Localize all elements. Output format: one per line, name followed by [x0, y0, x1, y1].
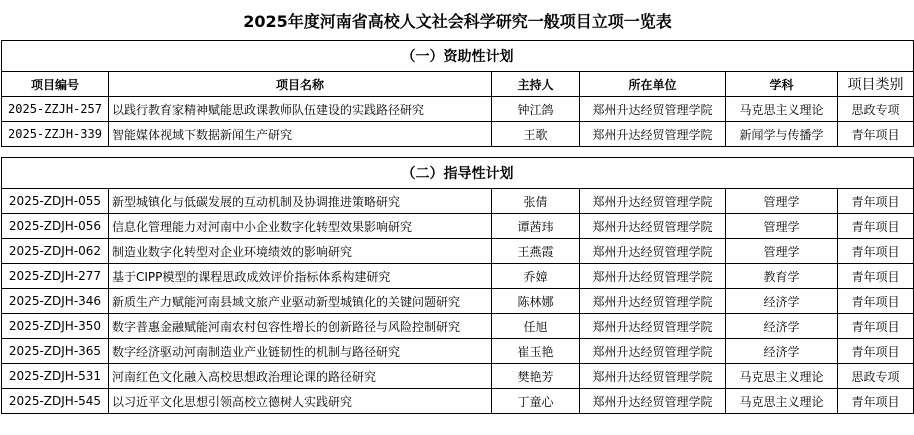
table-row	[2, 189, 914, 214]
table-row	[2, 214, 914, 239]
cell-unit: 郑州升达经贸管理学院	[580, 389, 726, 414]
table-row	[2, 364, 914, 389]
cell-code: 2025-ZDJH-365	[2, 339, 109, 364]
cell-discipline: 管理学	[726, 214, 838, 239]
cell-leader: 钟江鸽	[492, 97, 580, 122]
cell-unit: 郑州升达经贸管理学院	[580, 364, 726, 389]
table-row	[2, 239, 914, 264]
cell-leader: 王燕霞	[492, 239, 580, 264]
cell-category: 青年项目	[838, 339, 914, 364]
cell-code: 2025-ZDJH-055	[2, 189, 109, 214]
cell-name: 新质生产力赋能河南县域文旅产业驱动新型城镇化的关键问题研究	[109, 289, 492, 314]
cell-leader: 乔嫜	[492, 264, 580, 289]
project-table	[1, 0, 914, 414]
table-row	[2, 339, 914, 364]
cell-name: 智能媒体视域下数据新闻生产研究	[109, 122, 492, 147]
table-row	[2, 264, 914, 289]
cell-unit: 郑州升达经贸管理学院	[580, 239, 726, 264]
section-title-funded: （一）资助性计划	[2, 41, 914, 72]
cell-unit: 郑州升达经贸管理学院	[580, 264, 726, 289]
cell-leader: 崔玉艳	[492, 339, 580, 364]
cell-category: 青年项目	[838, 264, 914, 289]
cell-name: 制造业数字化转型对企业环境绩效的影响研究	[109, 239, 492, 264]
header-category: 项目类别	[838, 72, 914, 97]
cell-unit: 郑州升达经贸管理学院	[580, 189, 726, 214]
cell-leader: 陈林娜	[492, 289, 580, 314]
cell-discipline: 马克思主义理论	[726, 364, 838, 389]
cell-leader: 任旭	[492, 314, 580, 339]
cell-unit: 郑州升达经贸管理学院	[580, 339, 726, 364]
cell-unit: 郑州升达经贸管理学院	[580, 214, 726, 239]
cell-leader: 王歌	[492, 122, 580, 147]
cell-name: 数字经济驱动河南制造业产业链韧性的机制与路径研究	[109, 339, 492, 364]
table-row	[2, 314, 914, 339]
cell-category: 青年项目	[838, 239, 914, 264]
cell-unit: 郑州升达经贸管理学院	[580, 314, 726, 339]
cell-category: 青年项目	[838, 214, 914, 239]
cell-name: 河南红色文化融入高校思想政治理论课的路径研究	[109, 364, 492, 389]
cell-discipline: 经济学	[726, 314, 838, 339]
cell-discipline: 马克思主义理论	[726, 389, 838, 414]
cell-leader: 樊艳芳	[492, 364, 580, 389]
cell-name: 信息化管理能力对河南中小企业数字化转型效果影响研究	[109, 214, 492, 239]
cell-discipline: 新闻学与传播学	[726, 122, 838, 147]
cell-discipline: 管理学	[726, 189, 838, 214]
cell-unit: 郑州升达经贸管理学院	[580, 97, 726, 122]
cell-code: 2025-ZDJH-350	[2, 314, 109, 339]
spacer-row	[2, 147, 914, 158]
cell-leader: 谭茜玮	[492, 214, 580, 239]
cell-discipline: 经济学	[726, 339, 838, 364]
cell-discipline: 教育学	[726, 264, 838, 289]
table-row	[2, 122, 914, 147]
header-discipline: 学科	[726, 72, 838, 97]
cell-name: 新型城镇化与低碳发展的互动机制及协调推进策略研究	[109, 189, 492, 214]
cell-unit: 郑州升达经贸管理学院	[580, 122, 726, 147]
table-row	[2, 289, 914, 314]
table-row	[2, 97, 914, 122]
cell-code: 2025-ZDJH-277	[2, 264, 109, 289]
cell-category: 青年项目	[838, 289, 914, 314]
cell-code: 2025-ZDJH-056	[2, 214, 109, 239]
header-code: 项目编号	[2, 72, 109, 97]
header-name: 项目名称	[109, 72, 492, 97]
cell-name: 基于CIPP模型的课程思政成效评价指标体系构建研究	[109, 264, 492, 289]
cell-code: 2025-ZDJH-062	[2, 239, 109, 264]
header-leader: 主持人	[492, 72, 580, 97]
cell-leader: 张倩	[492, 189, 580, 214]
cell-category: 青年项目	[838, 389, 914, 414]
cell-leader: 丁童心	[492, 389, 580, 414]
cell-code: 2025-ZDJH-346	[2, 289, 109, 314]
header-unit: 所在单位	[580, 72, 726, 97]
cell-name: 数字普惠金融赋能河南农村包容性增长的创新路径与风险控制研究	[109, 314, 492, 339]
cell-name: 以习近平文化思想引领高校立德树人实践研究	[109, 389, 492, 414]
cell-category: 青年项目	[838, 314, 914, 339]
cell-discipline: 经济学	[726, 289, 838, 314]
section-title-guided: （二）指导性计划	[2, 158, 914, 189]
column-header-row	[2, 72, 914, 97]
cell-category: 青年项目	[838, 122, 914, 147]
cell-code: 2025-ZZJH-339	[2, 122, 109, 147]
cell-discipline: 马克思主义理论	[726, 97, 838, 122]
cell-discipline: 管理学	[726, 239, 838, 264]
cell-unit: 郑州升达经贸管理学院	[580, 289, 726, 314]
cell-category: 思政专项	[838, 364, 914, 389]
table-row	[2, 389, 914, 414]
cell-code: 2025-ZDJH-545	[2, 389, 109, 414]
cell-category: 思政专项	[838, 97, 914, 122]
table-title: 2025年度河南省高校人文社会科学研究一般项目立项一览表	[2, 0, 914, 41]
cell-code: 2025-ZZJH-257	[2, 97, 109, 122]
cell-name: 以践行教育家精神赋能思政课教师队伍建设的实践路径研究	[109, 97, 492, 122]
cell-category: 青年项目	[838, 189, 914, 214]
cell-code: 2025-ZDJH-531	[2, 364, 109, 389]
